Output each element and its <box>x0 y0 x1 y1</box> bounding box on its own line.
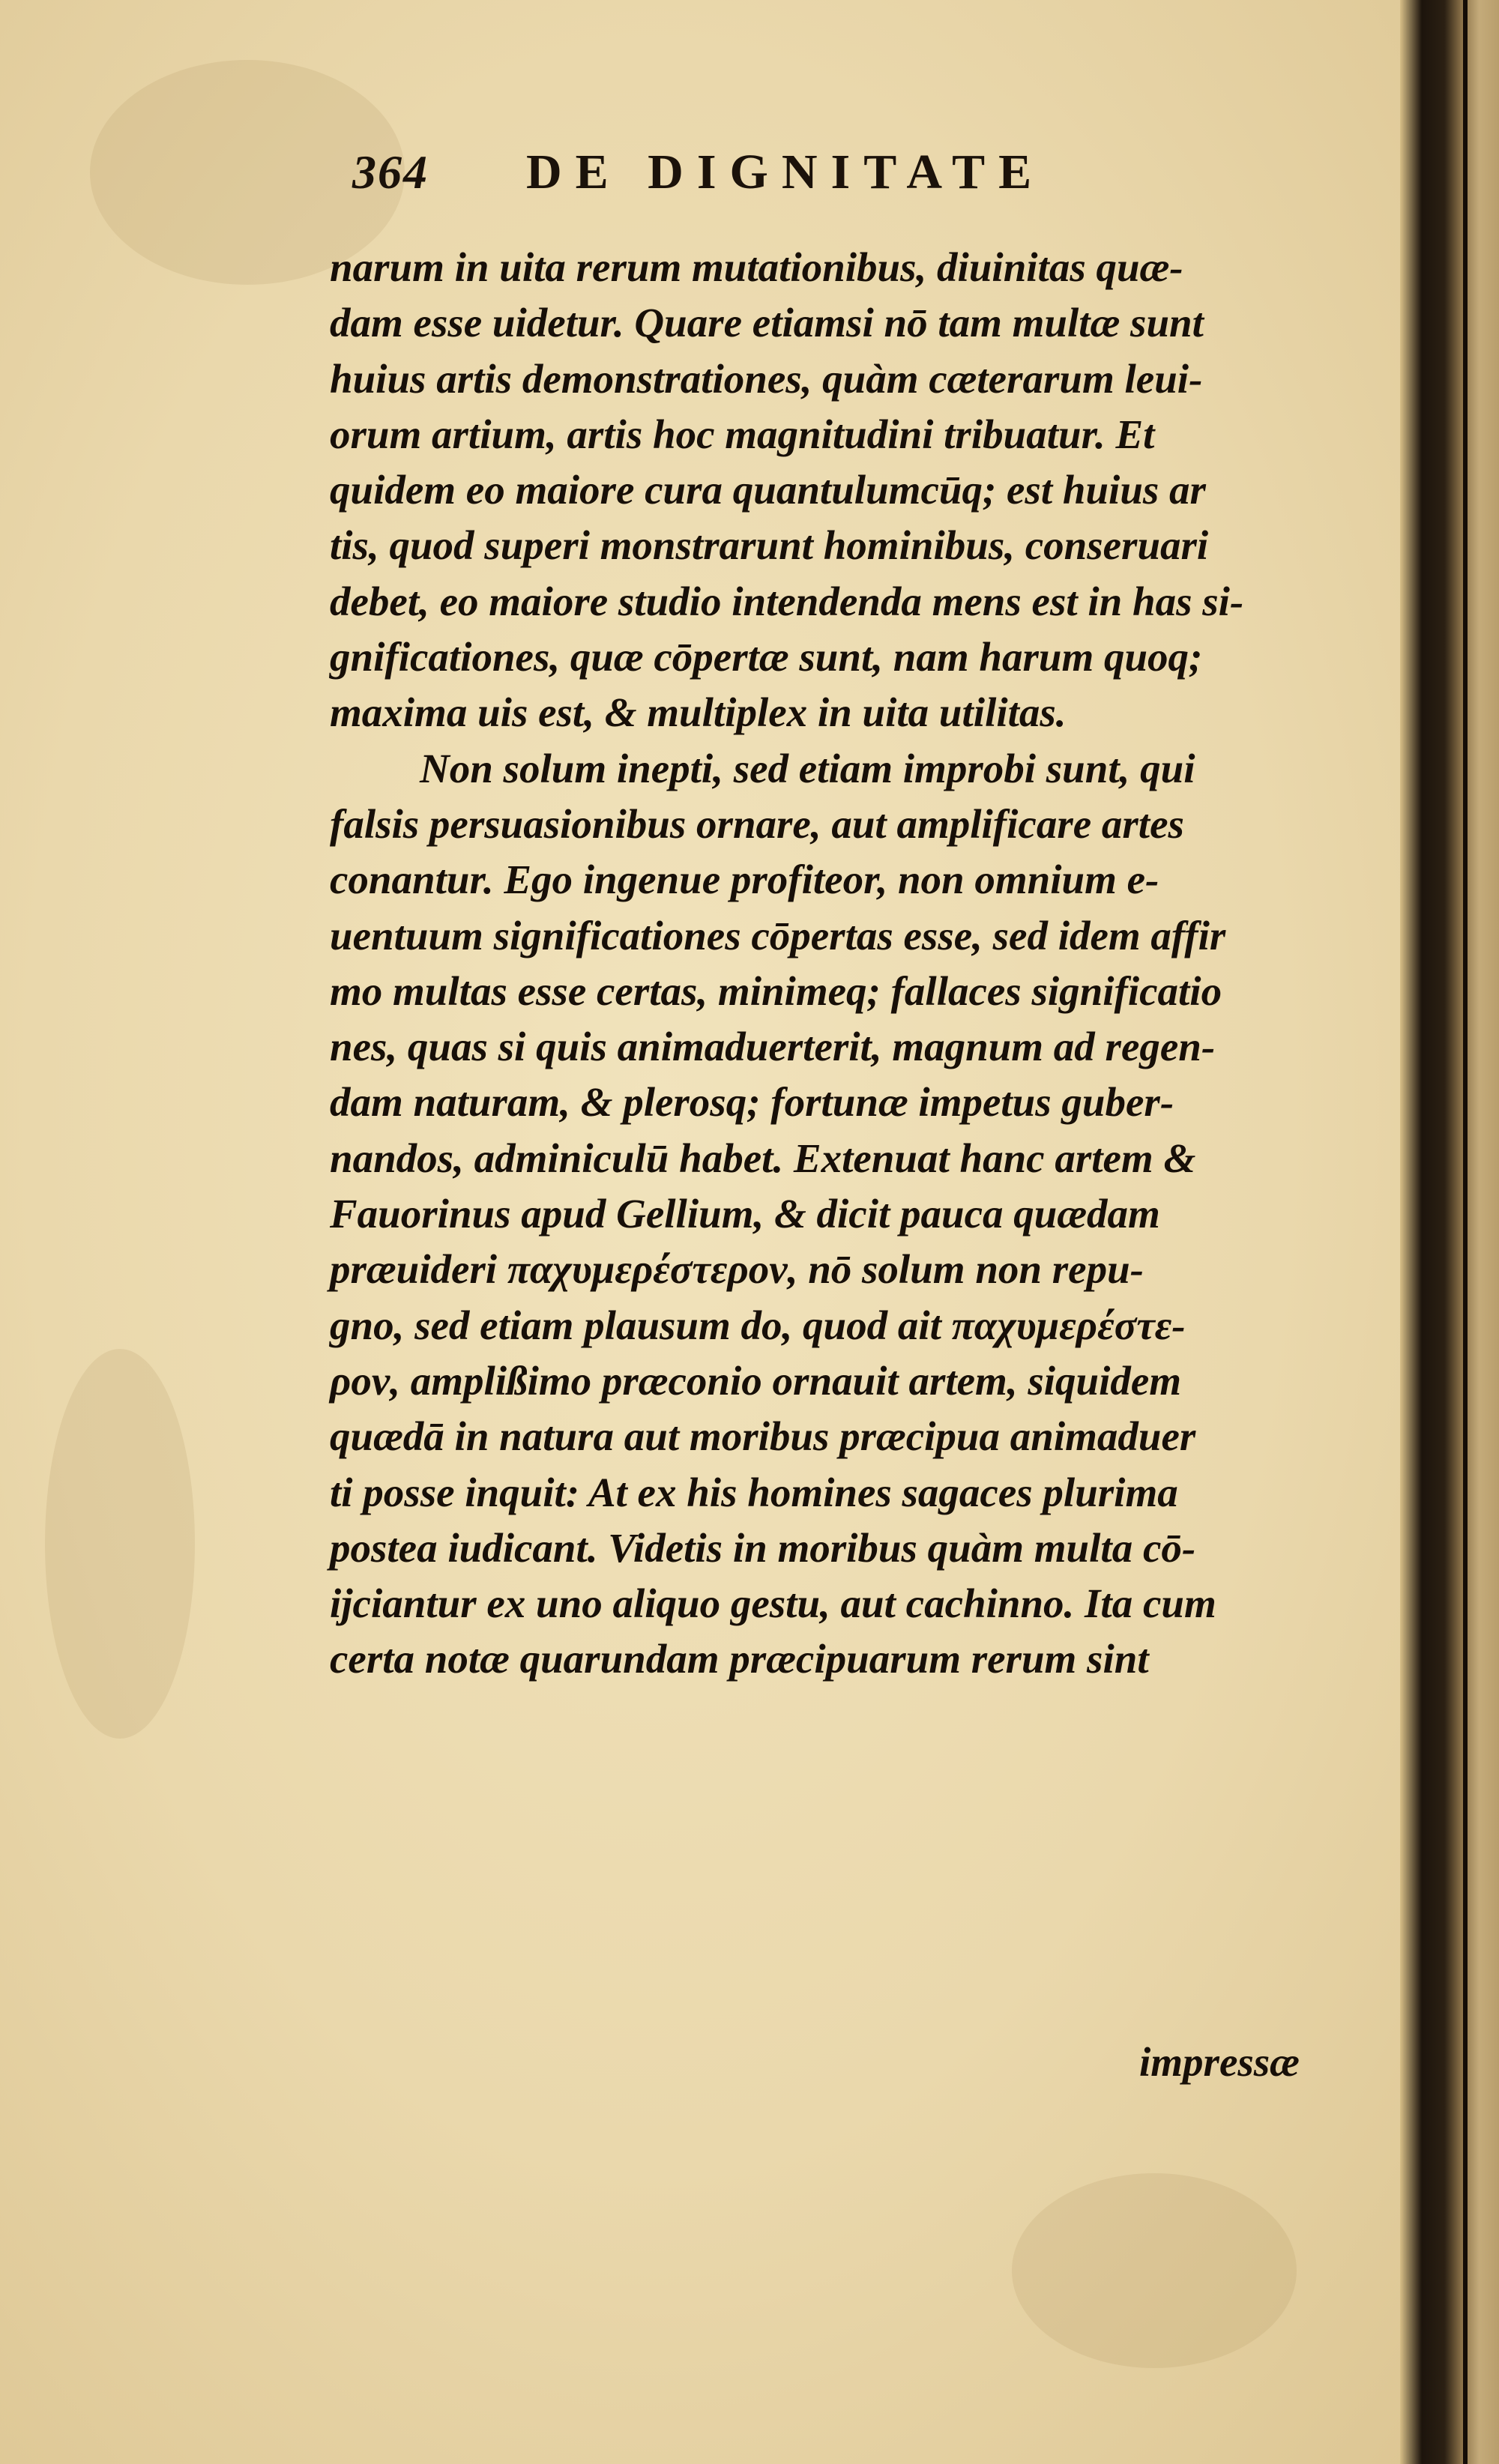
text-line: ijciantur ex uno aliquo gestu, aut cachinno. Ita cum <box>330 1580 1216 1627</box>
body-text <box>330 240 1379 1688</box>
paper-stain <box>45 1349 195 1739</box>
text-line: mo multas esse certas, minimeq; fallaces significatio <box>330 967 1222 1014</box>
text-line: debet, eo maiore studio intendenda mens est in has si- <box>330 578 1244 624</box>
text-line: Non solum inepti, sed etiam improbi sunt, qui <box>420 745 1195 791</box>
text-line: quædā in natura aut moribus præcipua animaduer <box>330 1413 1196 1460</box>
text-line: quidem eo maiore cura quantulumcūq; est huius ar <box>330 467 1206 513</box>
text-line: huius artis demonstrationes, quàm cæterarum leui- <box>330 355 1203 402</box>
text-line: præuideri παχυμερέστερον, nō solum non repu- <box>330 1246 1144 1293</box>
catchword: impressæ <box>1139 2039 1300 2085</box>
text-line: gnificationes, quæ cōpertæ sunt, nam harum quoq; <box>330 634 1203 680</box>
text-line: conantur. Ego ingenue profiteor, non omnium e- <box>330 857 1159 903</box>
text-line: ti posse inquit: At ex his homines sagaces plurima <box>330 1469 1178 1515</box>
text-line: dam esse uidetur. Quare etiamsi nō tam multæ sunt <box>330 300 1204 346</box>
text-line: nes, quas si quis animaduerterit, magnum ad regen- <box>330 1024 1216 1070</box>
text-line: orum artium, artis hoc magnitudini tribuatur. Et <box>330 411 1155 457</box>
text-line: certa notæ quarundam præcipuarum rerum sint <box>330 1636 1149 1682</box>
text-line: ρον, amplißimo præconio ornauit artem, siquidem <box>330 1357 1182 1404</box>
text-line: narum in uita rerum mutationibus, diuinitas quæ- <box>330 244 1183 290</box>
book-gutter <box>1400 0 1499 2464</box>
text-line: Fauorinus apud Gellium, & dicit pauca quædam <box>330 1191 1160 1237</box>
text-line: maxima uis est, & multiplex in uita utilitas. <box>330 689 1067 736</box>
text-line: tis, quod superi monstrarunt hominibus, conseruari <box>330 522 1209 569</box>
text-line: falsis persuasionibus ornare, aut amplificare artes <box>330 800 1184 847</box>
page-header <box>352 144 1349 211</box>
text-line: nandos, adminiculū habet. Extenuat hanc artem & <box>330 1135 1196 1181</box>
text-line: uentuum significationes cōpertas esse, sed idem affir <box>330 912 1226 958</box>
running-title: DE DIGNITATE <box>526 145 1046 199</box>
page-number: 364 <box>352 145 429 199</box>
binding-edge <box>1463 0 1468 2464</box>
text-line: gno, sed etiam plausum do, quod ait παχυμερέστε- <box>330 1302 1186 1348</box>
text-line: postea iudicant. Videtis in moribus quàm multa cō- <box>330 1524 1196 1571</box>
text-line: dam naturam, & plerosq; fortunæ impetus guber- <box>330 1079 1174 1126</box>
paper-stain <box>1012 2173 1297 2368</box>
